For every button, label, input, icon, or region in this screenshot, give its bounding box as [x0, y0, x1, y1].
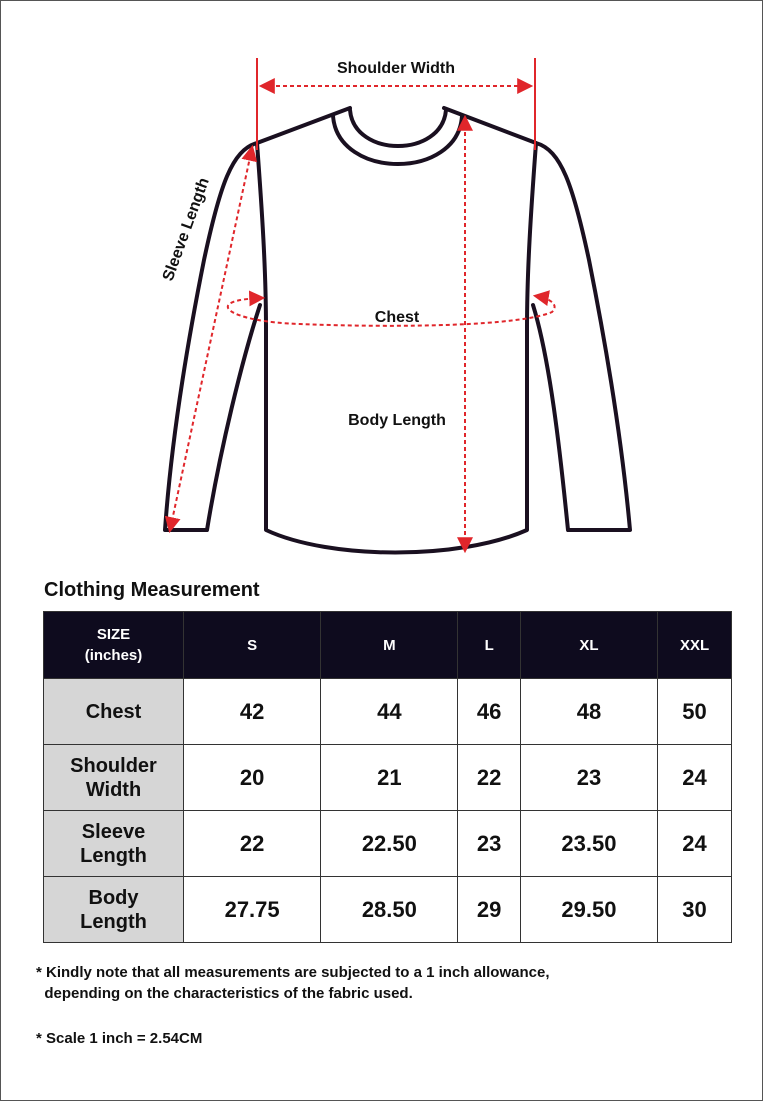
table-cell: 23.50	[520, 811, 657, 877]
table-cell: 28.50	[321, 877, 458, 943]
size-header-cell	[44, 612, 184, 679]
scale-note: * Scale 1 inch = 2.54CM	[36, 1030, 203, 1047]
table-cell: 50	[658, 679, 732, 745]
table-cell: 29.50	[520, 877, 657, 943]
table-row-sleeve-length	[44, 811, 732, 877]
table-cell: 42	[184, 679, 321, 745]
body-length-label: Body Length	[348, 412, 446, 429]
row-label: Shoulder Width	[44, 745, 184, 811]
row-label: Sleeve Length	[44, 811, 184, 877]
size-table	[43, 611, 732, 943]
table-row-chest	[44, 679, 732, 745]
size-header-row	[44, 612, 732, 679]
table-cell: 46	[458, 679, 520, 745]
table-cell: 44	[321, 679, 458, 745]
sleeve-length-label: Sleeve Length	[159, 175, 213, 284]
table-cell: 30	[658, 877, 732, 943]
table-row-body-length	[44, 877, 732, 943]
body-length-measure	[348, 118, 465, 550]
table-cell: 23	[458, 811, 520, 877]
right-sleeve-outline	[533, 143, 630, 530]
shoulder-width-label: Shoulder Width	[336, 60, 456, 77]
chest-label: Chest	[374, 309, 420, 326]
row-label: Chest	[44, 679, 184, 745]
row-label: Body Length	[44, 877, 184, 943]
chest-measure	[228, 296, 555, 326]
size-col-header: L	[458, 612, 520, 679]
allowance-note-line2: depending on the characteristics of the fabric used.	[44, 985, 413, 1002]
table-row-shoulder-width	[44, 745, 732, 811]
shoulder-width-measure	[257, 58, 535, 150]
table-cell: 22.50	[321, 811, 458, 877]
table-cell: 24	[658, 745, 732, 811]
allowance-note	[36, 962, 736, 1004]
table-cell: 20	[184, 745, 321, 811]
size-col-header: XL	[520, 612, 657, 679]
table-cell: 27.75	[184, 877, 321, 943]
section-title: Clothing Measurement	[44, 579, 260, 601]
sweater-neckline-inner	[350, 110, 446, 146]
table-cell: 22	[458, 745, 520, 811]
size-col-header: M	[321, 612, 458, 679]
table-cell: 24	[658, 811, 732, 877]
size-col-header: S	[184, 612, 321, 679]
size-header-label: SIZE	[96, 626, 131, 643]
table-cell: 21	[321, 745, 458, 811]
table-cell: 22	[184, 811, 321, 877]
sleeve-length-measure	[160, 148, 252, 530]
allowance-note-line1: * Kindly note that all measurements are subjected to a 1 inch allowance,	[36, 964, 550, 981]
sweater-body-outline	[257, 108, 536, 553]
size-col-header: XXL	[658, 612, 732, 679]
table-cell: 29	[458, 877, 520, 943]
table-cell: 23	[520, 745, 657, 811]
table-cell: 48	[520, 679, 657, 745]
size-header-unit: (inches)	[84, 647, 143, 664]
